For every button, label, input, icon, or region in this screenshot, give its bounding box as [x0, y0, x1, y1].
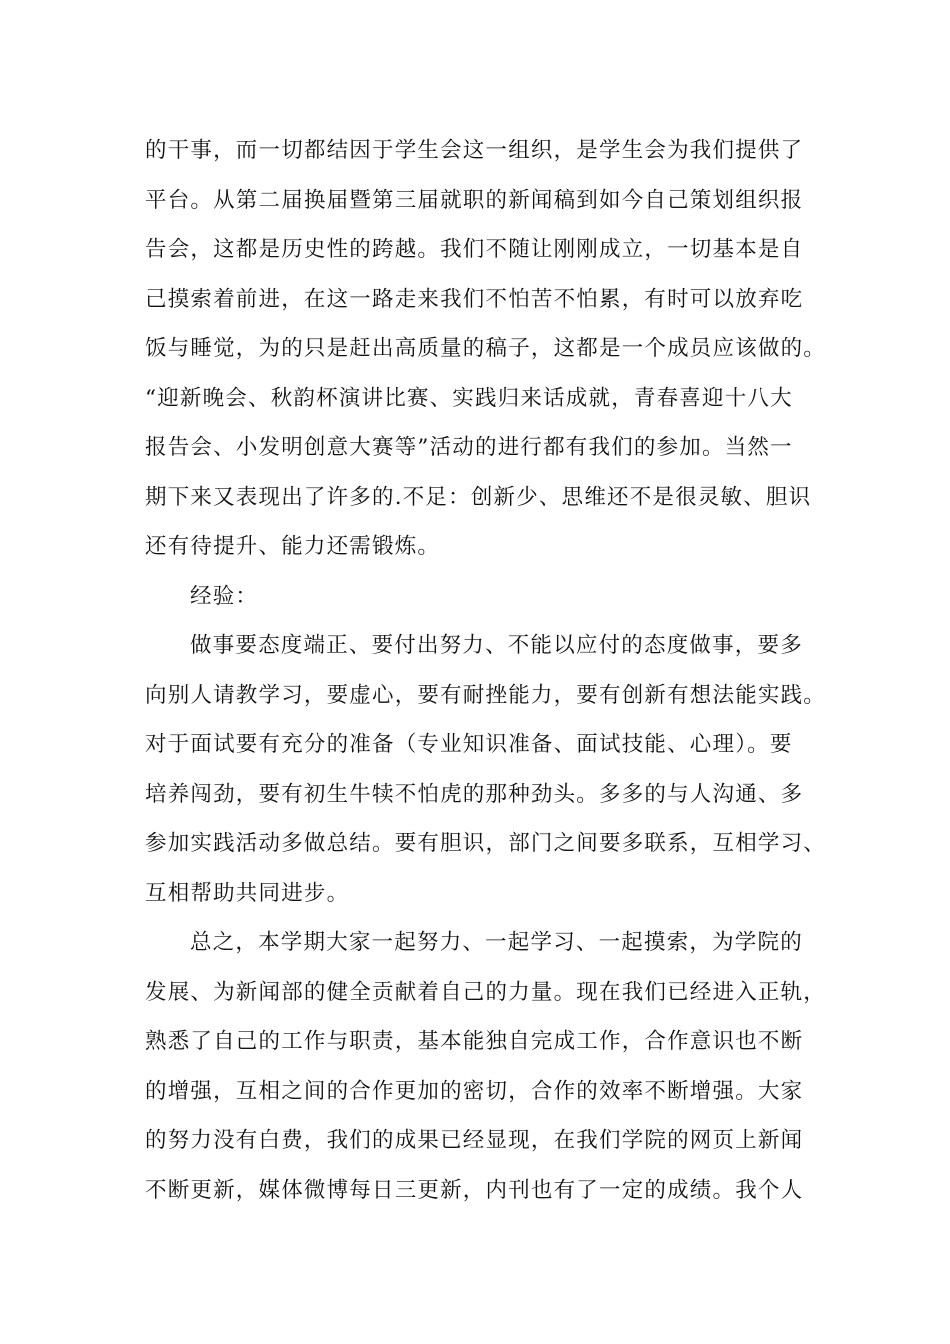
section-heading: 经验：	[190, 583, 259, 609]
text-line: 向别人请教学习，要虚心，要有耐挫能力，要有创新有想法能实践。	[145, 682, 827, 708]
text-line: 期下来又表现出了许多的.不足：创新少、思维还不是很灵敏、胆识	[145, 484, 812, 510]
text-line: “迎新晚会、秋韵杯演讲比赛、实践归来话成就，青春喜迎十八大	[145, 385, 793, 411]
text-line: 不断更新，媒体微博每日三更新，内刊也有了一定的成绩。我个人	[145, 1177, 804, 1203]
text-line: 对于面试要有充分的准备（专业知识准备、面试技能、心理）。要	[145, 732, 793, 757]
text-line: 熟悉了自己的工作与职责，基本能独自完成工作，合作意识也不断	[145, 1029, 804, 1054]
text-line: 报告会、小发明创意大赛等”活动的进行都有我们的参加。当然一	[145, 435, 793, 460]
text-line: 发展、为新闻部的健全贡献着自己的力量。现在我们已经进入正轨，	[145, 979, 827, 1005]
text-line: 平台。从第二届换届暨第三届就职的新闻稿到如今自己策划组织报	[145, 187, 804, 213]
text-line: 的增强，互相之间的合作更加的密切，合作的效率不断增强。大家	[145, 1078, 804, 1104]
text-line: 参加实践活动多做总结。要有胆识，部门之间要多联系，互相学习、	[145, 831, 827, 856]
document-body	[145, 126, 827, 1215]
text-line: 告会，这都是历史性的跨越。我们不随让刚刚成立，一切基本是自	[145, 237, 804, 262]
text-line: 培养闯劲，要有初生牛犊不怕虎的那种劲头。多多的与人沟通、多	[145, 781, 804, 807]
text-line: 己摸索着前进，在这一路走来我们不怕苦不怕累，有时可以放弃吃	[145, 286, 804, 312]
paragraph-first-line: 做事要态度端正、要付出努力、不能以应付的态度做事，要多	[190, 633, 803, 658]
text-line: 还有待提升、能力还需锻炼。	[145, 534, 441, 559]
paragraph-first-line: 总之，本学期大家一起努力、一起学习、一起摸索，为学院的	[190, 930, 803, 955]
text-line: 互相帮助共同进步。	[145, 880, 350, 906]
text-line: 的努力没有白费，我们的成果已经显现，在我们学院的网页上新闻	[145, 1128, 804, 1153]
text-line: 的干事，而一切都结因于学生会这一组织，是学生会为我们提供了	[145, 138, 804, 163]
text-line: 饭与睡觉，为的只是赶出高质量的稿子，这都是一个成员应该做的。	[145, 336, 827, 361]
